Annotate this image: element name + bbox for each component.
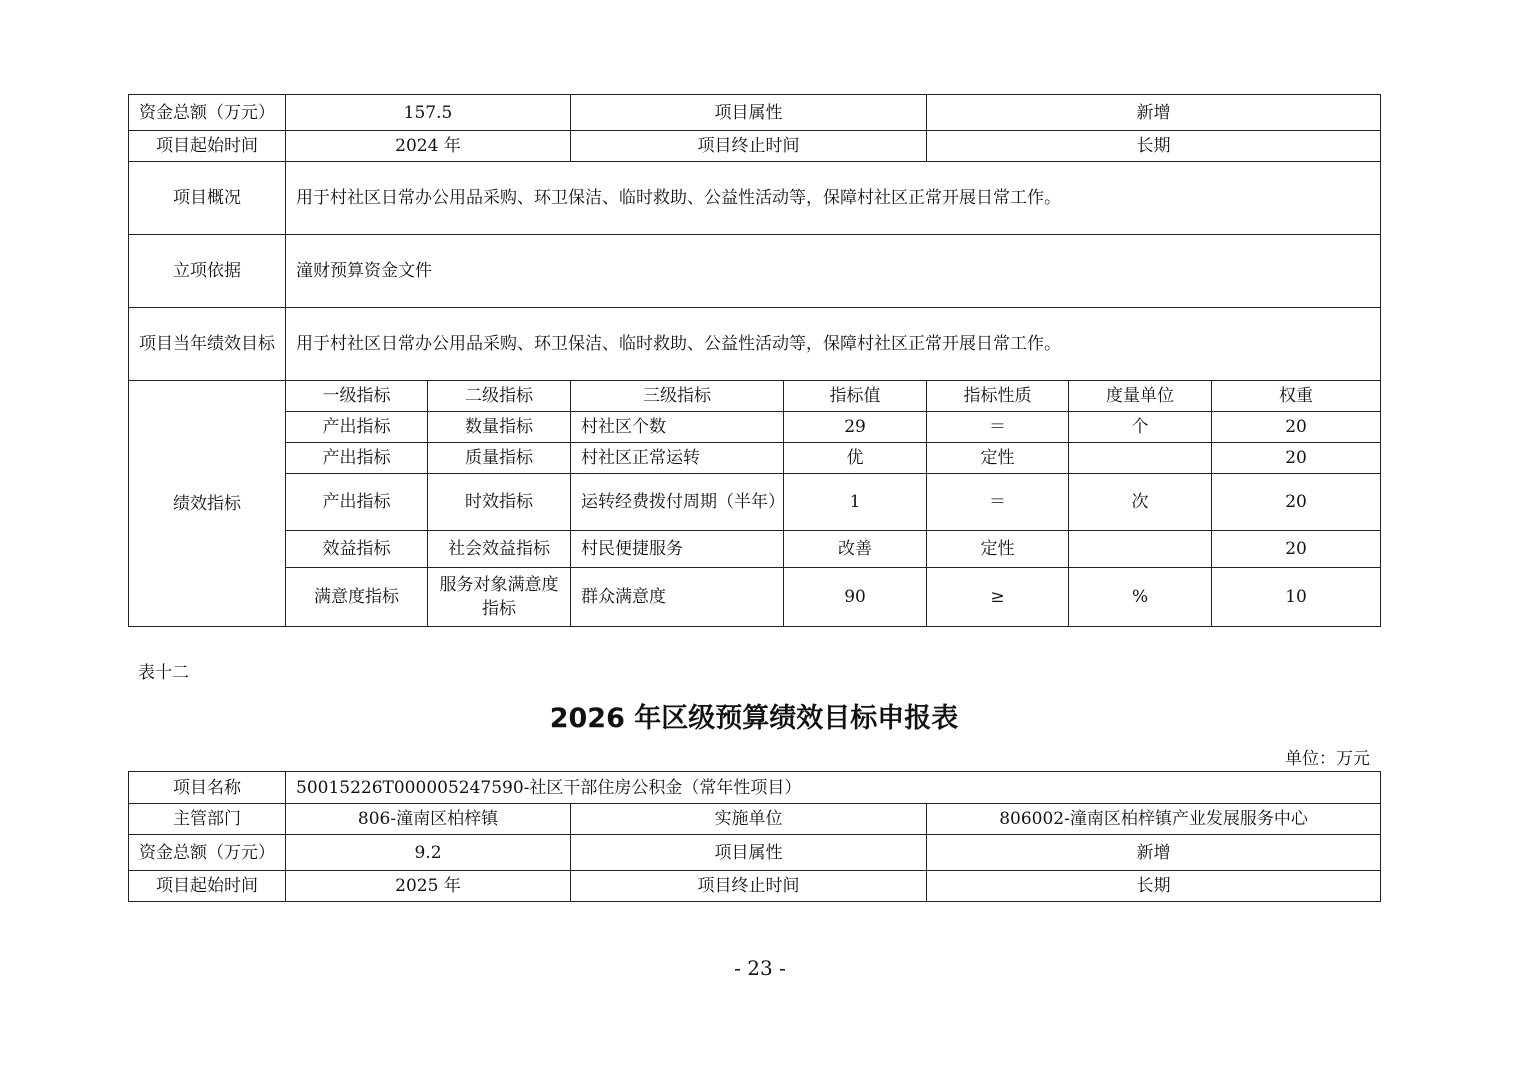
end-label: 项目终止时间: [571, 871, 927, 902]
perf-cell: [1069, 531, 1212, 568]
funds-label: 资金总额（万元）: [129, 835, 286, 871]
budget-table-bottom: [128, 771, 1381, 902]
overview-label: 项目概况: [129, 162, 286, 235]
page-number: - 23 -: [734, 956, 786, 980]
perf-header: 一级指标: [286, 381, 428, 412]
perf-header: 二级指标: [428, 381, 571, 412]
perf-cell: 产出指标: [286, 443, 428, 474]
goal-label: 项目当年绩效目标: [129, 308, 286, 381]
perf-label: 绩效指标: [129, 381, 286, 627]
perf-cell: 29: [784, 412, 927, 443]
budget-table-top: [128, 94, 1381, 627]
perf-cell: 效益指标: [286, 531, 428, 568]
perf-cell: 村社区正常运转: [571, 443, 784, 474]
perf-cell: 质量指标: [428, 443, 571, 474]
perf-header: 三级指标: [571, 381, 784, 412]
perf-header: 权重: [1212, 381, 1381, 412]
perf-header: 指标性质: [927, 381, 1069, 412]
perf-cell: 满意度指标: [286, 568, 428, 627]
impl-label: 实施单位: [571, 804, 927, 835]
perf-cell: 1: [784, 474, 927, 531]
perf-cell: 个: [1069, 412, 1212, 443]
perf-cell: 时效指标: [428, 474, 571, 531]
perf-cell: 次: [1069, 474, 1212, 531]
perf-cell: 定性: [927, 531, 1069, 568]
start-value: 2025 年: [286, 871, 571, 902]
end-label: 项目终止时间: [571, 131, 927, 162]
attr-value: 新增: [927, 835, 1381, 871]
perf-header: 指标值: [784, 381, 927, 412]
funds-value: 157.5: [286, 95, 571, 131]
attr-label: 项目属性: [571, 835, 927, 871]
end-value: 长期: [927, 131, 1381, 162]
basis-value: 潼财预算资金文件: [286, 235, 1381, 308]
perf-cell: 产出指标: [286, 412, 428, 443]
overview-value: 用于村社区日常办公用品采购、环卫保洁、临时救助、公益性活动等，保障村社区正常开展日常工作。: [286, 162, 1381, 235]
unit-label: 单位：万元: [1285, 749, 1370, 769]
end-value: 长期: [927, 871, 1381, 902]
dept-value: 806-潼南区柏梓镇: [286, 804, 571, 835]
start-value: 2024 年: [286, 131, 571, 162]
page-title: 2026 年区级预算绩效目标申报表: [549, 703, 959, 734]
perf-cell: 群众满意度: [571, 568, 784, 627]
perf-cell: 改善: [784, 531, 927, 568]
perf-cell: 数量指标: [428, 412, 571, 443]
goal-value: 用于村社区日常办公用品采购、环卫保洁、临时救助、公益性活动等，保障村社区正常开展日常工作。: [286, 308, 1381, 381]
perf-cell: %: [1069, 568, 1212, 627]
funds-label: 资金总额（万元）: [129, 95, 286, 131]
perf-cell: 20: [1212, 474, 1381, 531]
perf-cell: 运转经费拨付周期（半年）: [571, 474, 784, 531]
table-row: [129, 412, 1381, 443]
perf-cell: 产出指标: [286, 474, 428, 531]
name-label: 项目名称: [129, 772, 286, 804]
perf-cell: ＝: [927, 412, 1069, 443]
attr-label: 项目属性: [571, 95, 927, 131]
table-row: [129, 443, 1381, 474]
perf-cell: 服务对象满意度指标: [428, 568, 571, 627]
start-label: 项目起始时间: [129, 131, 286, 162]
table-row: [129, 474, 1381, 531]
table-row: [129, 568, 1381, 627]
perf-cell: 90: [784, 568, 927, 627]
perf-cell: 定性: [927, 443, 1069, 474]
perf-cell: 村民便捷服务: [571, 531, 784, 568]
perf-header: 度量单位: [1069, 381, 1212, 412]
dept-label: 主管部门: [129, 804, 286, 835]
funds-value: 9.2: [286, 835, 571, 871]
attr-value: 新增: [927, 95, 1381, 131]
perf-cell: 村社区个数: [571, 412, 784, 443]
perf-cell: ＝: [927, 474, 1069, 531]
perf-cell: 20: [1212, 412, 1381, 443]
perf-cell: [1069, 443, 1212, 474]
table-number: 表十二: [138, 663, 189, 683]
name-value: 50015226T000005247590-社区干部住房公积金（常年性项目）: [286, 772, 1381, 804]
perf-cell: 优: [784, 443, 927, 474]
basis-label: 立项依据: [129, 235, 286, 308]
start-label: 项目起始时间: [129, 871, 286, 902]
perf-cell: 20: [1212, 531, 1381, 568]
perf-cell: 10: [1212, 568, 1381, 627]
perf-cell: ≥: [927, 568, 1069, 627]
perf-cell: 社会效益指标: [428, 531, 571, 568]
impl-value: 806002-潼南区柏梓镇产业发展服务中心: [927, 804, 1381, 835]
perf-cell: 20: [1212, 443, 1381, 474]
table-row: [129, 531, 1381, 568]
